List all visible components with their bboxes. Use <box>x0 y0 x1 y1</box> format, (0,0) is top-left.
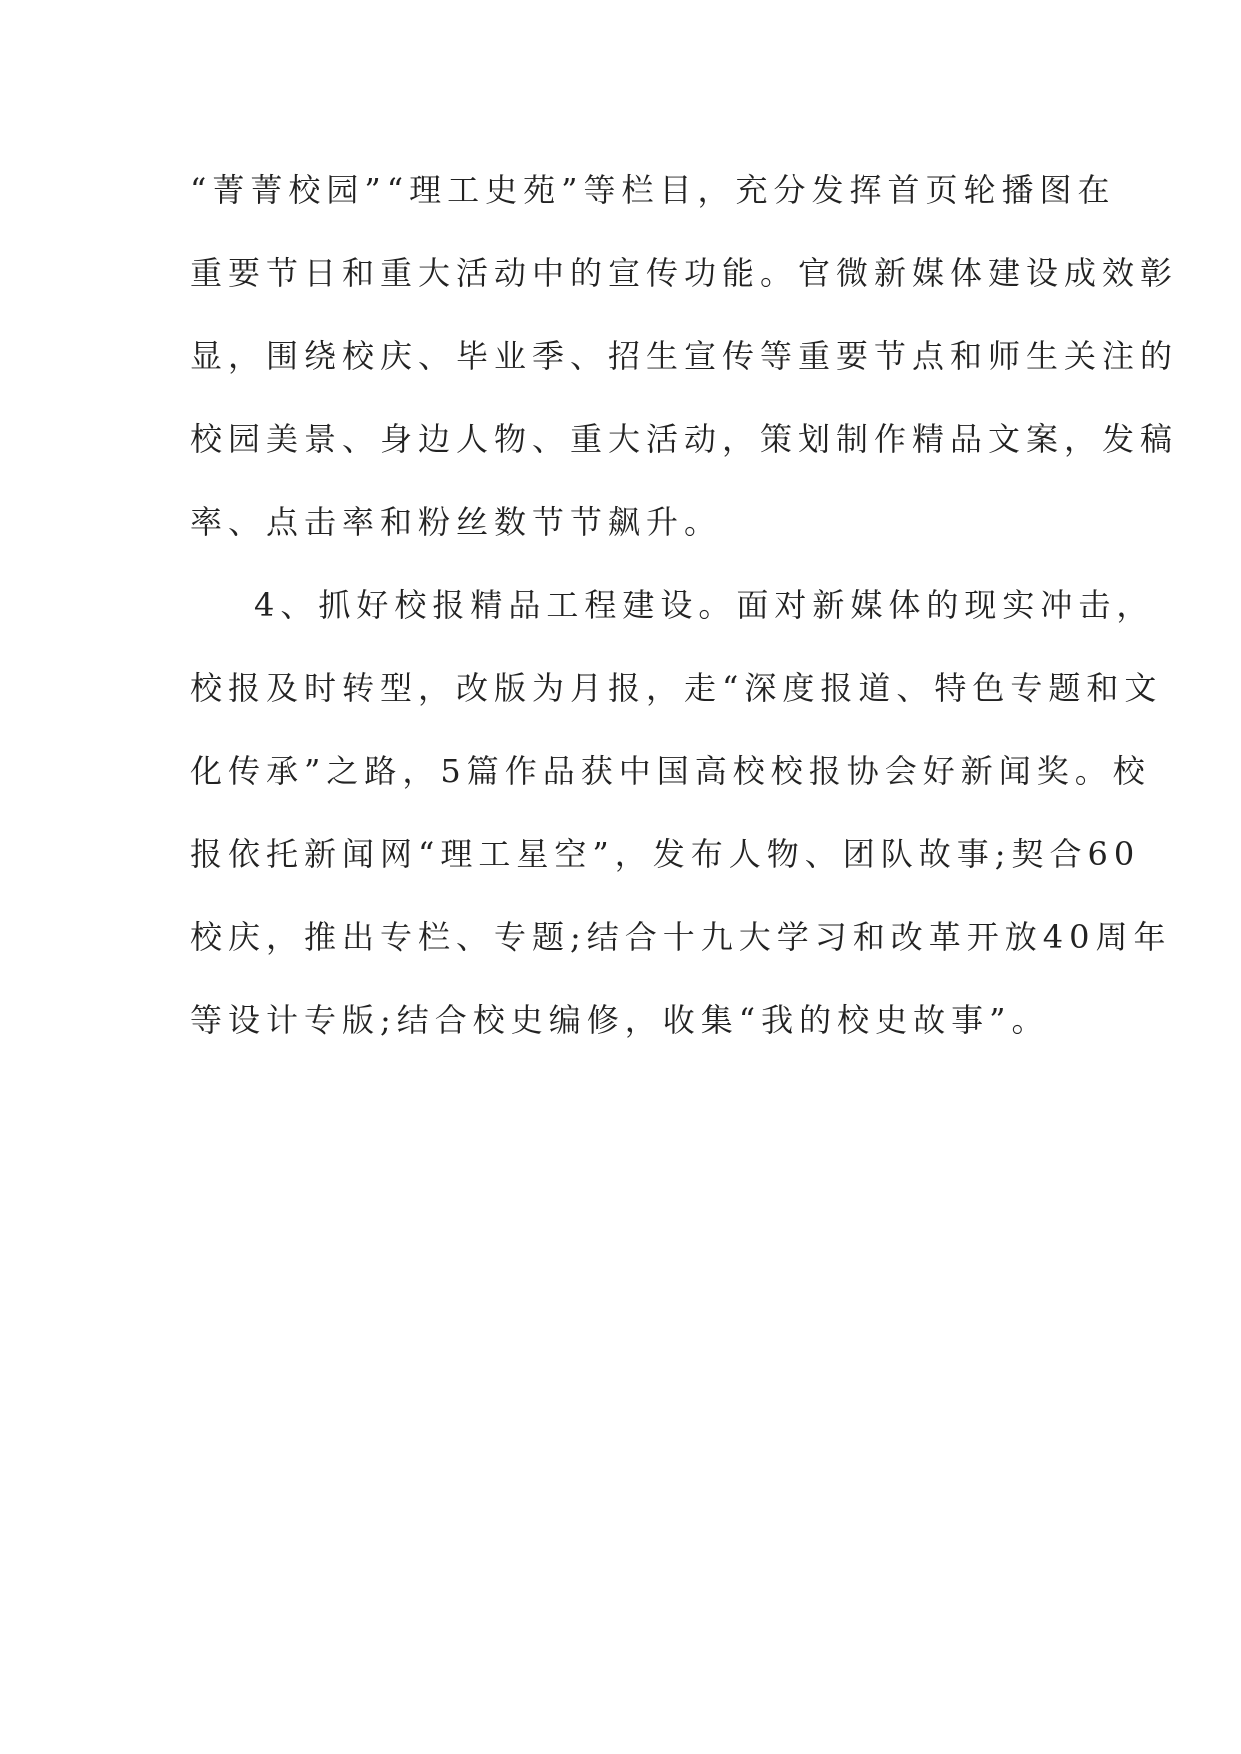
text-line: 校庆，推出专栏、专题;结合十九大学习和改革开放40周年 <box>190 918 1172 956</box>
paragraph-2 <box>190 579 1172 1046</box>
text-line: “菁菁校园”“理工史苑”等栏目，充分发挥首页轮播图在 <box>190 171 1116 209</box>
text-line: 校园美景、身边人物、重大活动，策划制作精品文案，发稿 <box>190 420 1179 458</box>
text-line: 化传承”之路，5篇作品获中国高校校报协会好新闻奖。校 <box>190 752 1151 790</box>
text-line: 4、抓好校报精品工程建设。面对新媒体的现实冲击， <box>254 586 1155 624</box>
text-line: 率、点击率和粉丝数节节飙升。 <box>190 503 723 541</box>
text-line: 显，围绕校庆、毕业季、招生宣传等重要节点和师生关注的 <box>190 337 1179 375</box>
text-line: 报依托新闻网“理工星空”，发布人物、团队故事;契合60 <box>190 835 1141 873</box>
paragraph-1 <box>190 164 1179 548</box>
text-line: 校报及时转型，改版为月报，走“深度报道、特色专题和文 <box>190 669 1163 707</box>
text-line: 重要节日和重大活动中的宣传功能。官微新媒体建设成效彰 <box>190 254 1179 292</box>
text-line: 等设计专版;结合校史编修，收集“我的校史故事”。 <box>190 1001 1050 1039</box>
document-body <box>190 164 1179 1077</box>
